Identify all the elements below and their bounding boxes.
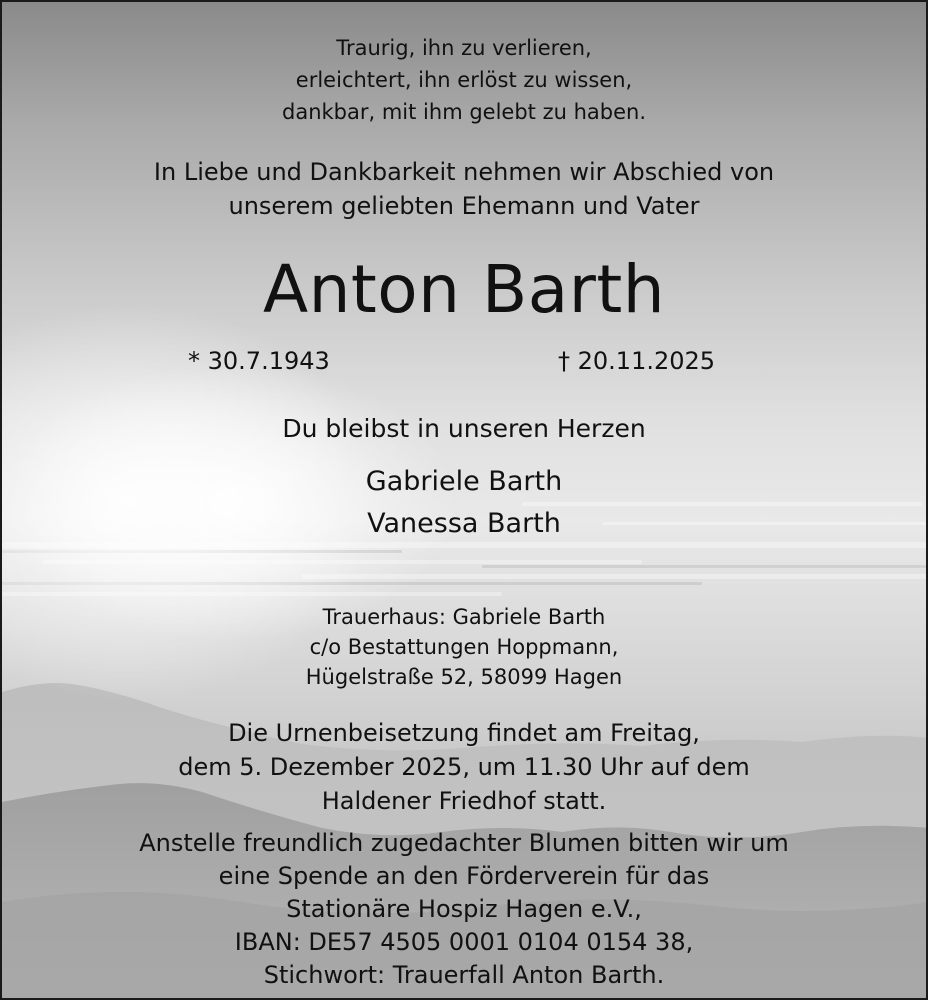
donation-line: Anstelle freundlich zugedachter Blumen bitten wir um: [139, 829, 789, 857]
donation-line: Stationäre Hospiz Hagen e.V.,: [286, 895, 642, 923]
intro-line: In Liebe und Dankbarkeit nehmen wir Abschied von: [153, 158, 775, 186]
mourning-house-line: Trauerhaus: Gabriele Barth: [322, 605, 606, 629]
donation-line: Stichwort: Trauerfall Anton Barth.: [263, 961, 665, 989]
mourning-house-line: c/o Bestattungen Hoppmann,: [309, 635, 619, 659]
notice-text: [2, 2, 926, 998]
ceremony-line: Haldener Friedhof statt.: [321, 787, 607, 815]
intro-line: unserem geliebten Ehemann und Vater: [228, 192, 700, 220]
ceremony-line: dem 5. Dezember 2025, um 11.30 Uhr auf dem: [178, 753, 750, 781]
ceremony-line: Die Urnenbeisetzung findet am Freitag,: [228, 719, 700, 747]
motto: Du bleibst in unseren Herzen: [282, 414, 646, 443]
verse-line: Traurig, ihn zu verlieren,: [336, 36, 592, 60]
family-member: Gabriele Barth: [365, 466, 563, 497]
donation-line: IBAN: DE57 4505 0001 0104 0154 38,: [234, 928, 694, 956]
donation-line: eine Spende an den Förderverein für das: [218, 862, 710, 890]
birth-date: * 30.7.1943: [188, 347, 330, 375]
deceased-name: Anton Barth: [262, 251, 666, 328]
family-member: Vanessa Barth: [367, 508, 561, 539]
verse-line: dankbar, mit ihm gelebt zu haben.: [282, 100, 646, 124]
death-date: † 20.11.2025: [558, 347, 716, 375]
verse-line: erleichtert, ihn erlöst zu wissen,: [295, 68, 633, 92]
mourning-house-line: Hügelstraße 52, 58099 Hagen: [305, 665, 623, 689]
